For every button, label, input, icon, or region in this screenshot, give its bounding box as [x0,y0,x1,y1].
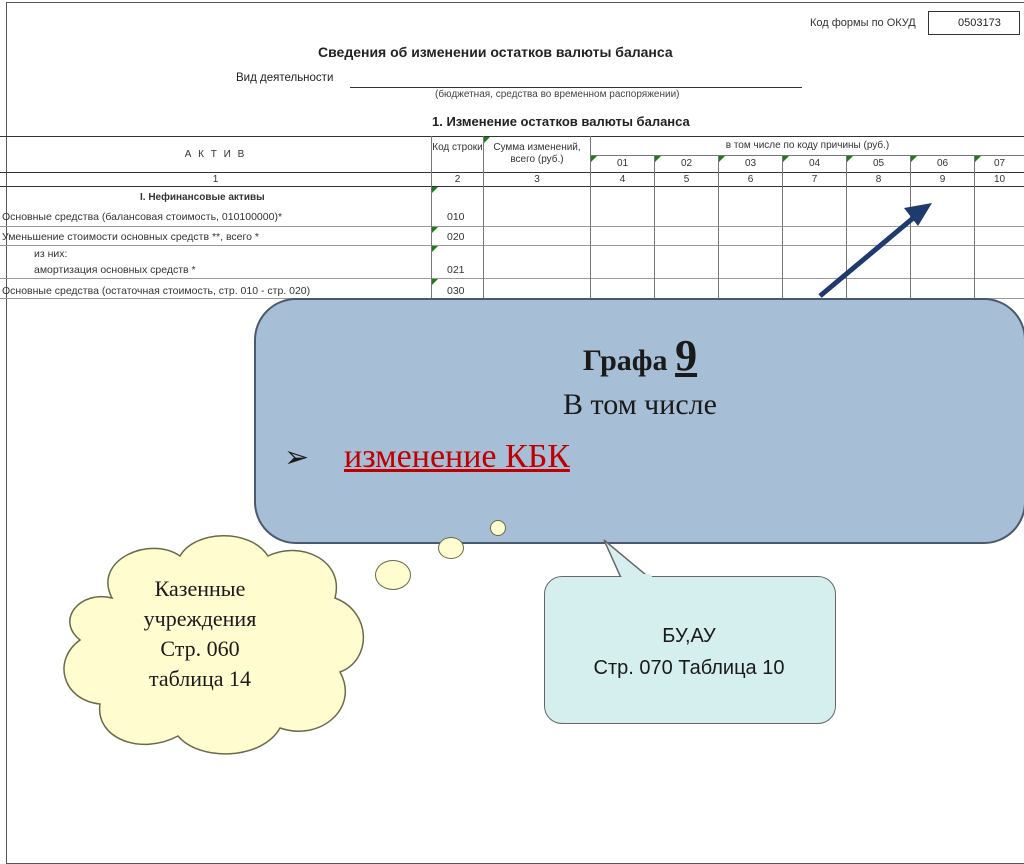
row-code: 010 [447,211,465,223]
column-number: 1 [212,174,219,185]
column-number: 8 [875,174,882,185]
including-text: В том числе [563,388,717,421]
column-number: 4 [619,174,626,185]
section-heading: I. Нефинансовые активы [140,192,265,203]
form-title: Сведения об изменении остатков валюты баланса [318,44,673,60]
header-aktiv: А К Т И В [184,149,247,160]
reason-code: 06 [936,158,949,169]
row-label: Уменьшение стоимости основных средств **, всего * [2,231,259,243]
row-code: 020 [447,231,465,243]
reason-code: 03 [744,158,757,169]
activity-label: Вид деятельности [236,72,334,84]
column-number: 3 [534,174,540,185]
header-code: Код строки [432,142,483,153]
activity-hint: (бюджетная, средства во временном распоряжении) [435,89,680,100]
section-title: 1. Изменение остатков валюты баланса [432,114,690,129]
column-number: 6 [747,174,754,185]
header-reason-group: в том числе по коду причины (руб.) [725,140,890,151]
okud-label: Код формы по ОКУД [810,17,916,29]
cloud-line: учреждения [143,606,257,631]
rect-line: Стр. 070 Таблица 10 [593,657,785,679]
reason-code: 05 [872,158,885,169]
cloud-line: таблица 14 [148,666,252,691]
reason-code: 04 [808,158,821,169]
rect-callout-tail-join [616,574,656,582]
column-number: 10 [993,174,1006,185]
row-label: амортизация основных средств * [34,264,196,276]
rect-line: БУ,АУ [662,625,716,647]
column-number-highlight: 9 [675,331,698,380]
kbk-change-text: изменение КБК [344,438,570,475]
reason-code: 07 [993,158,1006,169]
header-sum: Сумма изменений, всего (руб.) [493,142,581,165]
column-number: 5 [683,174,690,185]
column-number: 9 [939,174,946,185]
reason-code: 02 [680,158,693,169]
cloud-line: Стр. 060 [160,636,240,661]
bullet-arrow-icon: ➢ [284,440,310,475]
row-code: 030 [447,285,465,297]
rect-callout-text [544,620,834,684]
row-label: Основные средства (остаточная стоимость, стр. 010 - стр. 020) [2,285,311,297]
column-word: Графа [582,344,668,377]
column-number: 2 [454,174,461,185]
column-number: 7 [811,174,818,185]
row-code: 021 [447,264,465,276]
cloud-line: Казенные [154,576,246,601]
row-label: Основные средства (балансовая стоимость, 010100000)* [2,211,283,223]
reason-code: 01 [616,158,629,169]
row-label: из них: [34,248,68,260]
okud-value: 0503173 [958,17,1001,29]
